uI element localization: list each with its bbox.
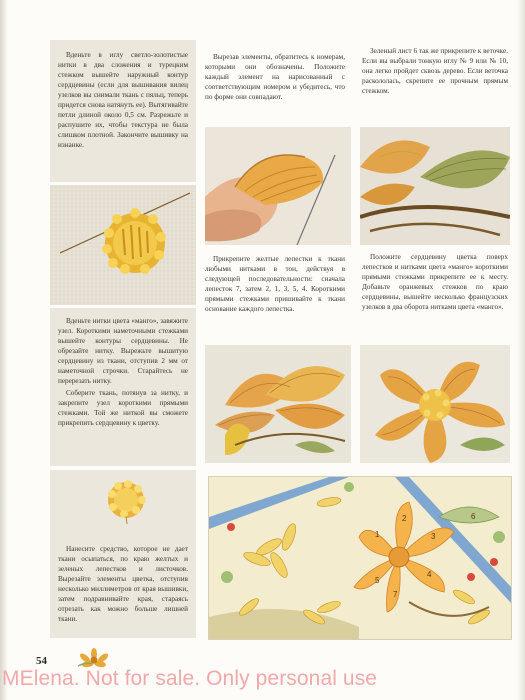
embroidery-hoop-illustration (50, 185, 196, 305)
photo-leaf-on-twig (360, 127, 510, 245)
photo-finished-flower (360, 345, 510, 463)
photo-petals-attached (205, 345, 351, 463)
instruction-text: Прикрепите желтые лепестки к ткани любыми нитками в тон, действуя в следующей последовательности: сначала лепесток 7, затем 2, 1, 3, 5, 4. Короткими прямыми стежками пришивайте к ткани основание каждого лепестка. (205, 255, 345, 313)
instruction-text: Нанесите средство, которое не дает ткани осыпаться, по краю желтых и зеленых лепестков и листочков. Вырезайте элементы цветка, отступив несколько миллиметров от края вышивки, затем подравнивайте края, стараясь отрезать как можно больше лишней ткани. (58, 545, 188, 623)
printed-fabric-pattern-illustration (209, 477, 511, 639)
instruction-text: Положите сердцевину цветка поверх лепестков и нитками цвета «манго» короткими прямыми стежками прикрепите ее к месту. Добавьте оранжевых стежков по краю сердцевины, вышейте несколько французских узелков в два оборота нитками цвета «манго». (362, 253, 508, 311)
page-number: 54 (36, 655, 47, 667)
instruction-text: Вденьте в иглу светло-золотистые нитки в два сложения и турецким стежком вышейте наружный контур сердцевины (если для вышивания вилец узелков вы снимали ткань с пяльц, теперь придется снова натянуть ее). Вытягивайте петли длиной около 0,5 см. Разрежьте и распушите их, чтобы текстура не была слишком плотной. Закончите вышивку на изнанке. (58, 51, 188, 149)
page-fold-shadow (0, 0, 8, 700)
hand-with-petal-illustration (205, 127, 351, 245)
instruction-text: Вырезав элементы, обратитесь к номерам, которыми они обозначены. Положите каждый элемент на нарисованный с соответствующим номером и убедитесь, что по форме они совпадают. (205, 53, 345, 101)
leaf-on-twig-illustration (360, 127, 510, 245)
pattern-number-5: 5 (375, 576, 380, 585)
instruction-text: Вденьте нитки цвета «манго», завяжите узел. Короткими наметочными стежками вышейте контуры сердцевины. Не обрезайте нитку. Вырежьте вышитую сердцевину из ткани, отступив 2 мм от наметочной строчки. Старайтесь не перерезать нитку. (58, 317, 188, 385)
instruction-text: Соберите ткань, потянув за нитку, и закрепите узел короткими прямыми стежками. Той же ниткой вы сможете прикрепить сердцевину к цветку. (58, 389, 188, 427)
pattern-number-6: 6 (471, 512, 476, 521)
instruction-card-2 (50, 308, 196, 466)
watermark-text: MElena. Not for sale. Only personal use (2, 667, 378, 690)
finished-flower-illustration (360, 345, 510, 463)
finished-center-photo (98, 476, 154, 526)
pattern-number-2: 2 (402, 514, 407, 523)
pattern-number-7: 7 (393, 590, 398, 599)
petals-attached-illustration (205, 345, 351, 463)
photo-hand-placing-petal (205, 127, 351, 245)
page-edge-shadow (517, 0, 525, 700)
pattern-number-1: 1 (375, 530, 380, 539)
instruction-card-3 (50, 470, 196, 638)
pattern-number-3: 3 (431, 532, 436, 541)
instruction-card-1 (50, 40, 196, 182)
instruction-text: Зеленый лист 6 так же прикрепите к веточке. Если вы выбрали тонкую иглу № 9 или № 10, она легко пройдет сквозь дерево. Если веточка раскололась, скрепите ее прочным прямым стежком. (362, 47, 508, 95)
photo-embroidery-pattern (208, 476, 512, 640)
photo-center-embroidery (50, 185, 196, 305)
pattern-number-4: 4 (427, 570, 432, 579)
